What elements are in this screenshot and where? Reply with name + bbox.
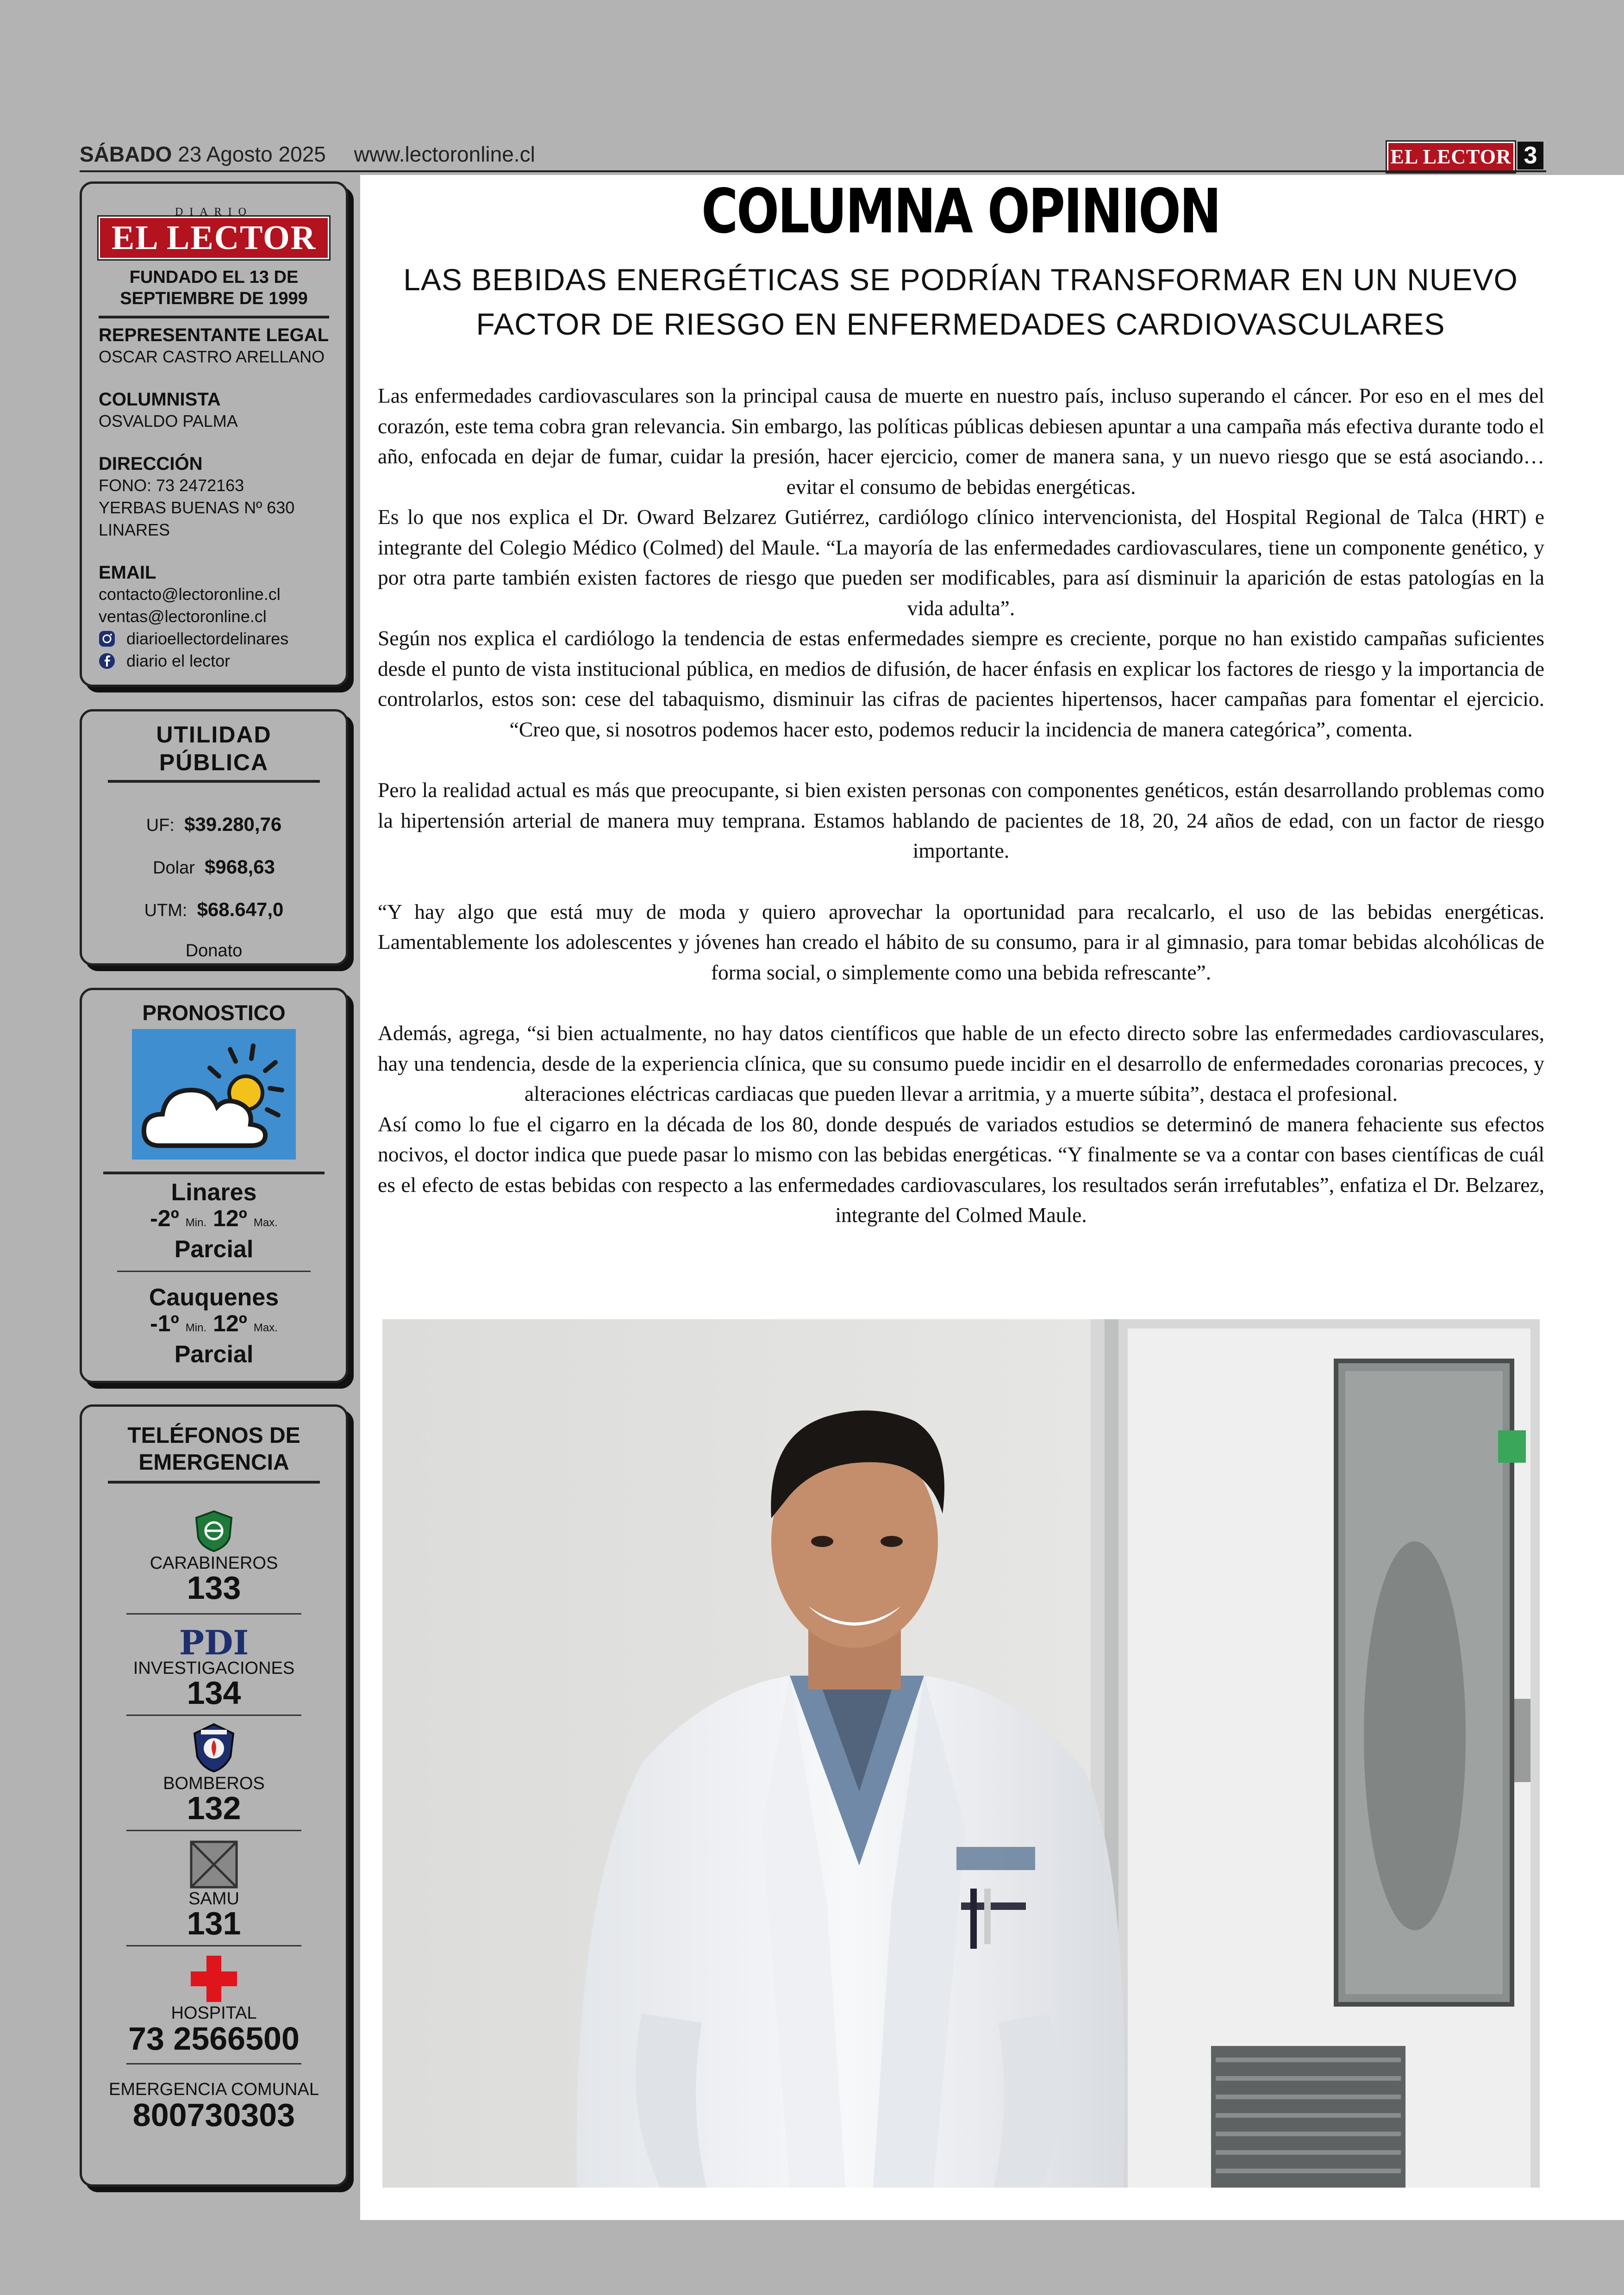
utility-title: UTILIDAD PÚBLICA bbox=[156, 722, 272, 775]
uf-value: $39.280,76 bbox=[184, 813, 282, 835]
facebook-icon bbox=[99, 653, 115, 669]
service-number[interactable]: 133 bbox=[187, 1570, 241, 1606]
service-divider bbox=[126, 1613, 301, 1615]
legal-label: REPRESENTANTE LEGAL bbox=[99, 325, 329, 345]
doctor-photo bbox=[382, 1319, 1540, 2188]
service-number[interactable]: 132 bbox=[187, 1790, 241, 1826]
utm-label: UTM: bbox=[144, 901, 187, 920]
address-section bbox=[99, 454, 329, 541]
utm-value: $68.647,0 bbox=[197, 898, 284, 920]
service-number[interactable]: 73 2566500 bbox=[128, 2021, 300, 2057]
emergency-carabineros bbox=[99, 1509, 329, 1606]
forecast-city-divider bbox=[117, 1271, 311, 1272]
email-label: EMAIL bbox=[99, 562, 156, 583]
emergency-divider bbox=[108, 1481, 320, 1484]
forecast-linares bbox=[99, 1179, 329, 1263]
service-name: EMERGENCIA COMUNAL bbox=[109, 2080, 319, 2099]
forecast-cauquenes bbox=[99, 1284, 329, 1368]
instagram-row[interactable] bbox=[99, 628, 329, 650]
emergency-pdi bbox=[99, 1623, 329, 1711]
doctor-photo-illustration bbox=[382, 1319, 1540, 2188]
uf-row bbox=[99, 813, 329, 836]
article-paragraph: Es lo que nos explica el Dr. Oward Belzarez Gutiérrez, cardiólogo clínico intervencionista, del Hospital Regional de Talca (HRT) e integrante del Colegio Médico (Colmed) del Maule. “La mayoría de las enfermedades cardiovasculares, tiene un componente genético, y por otra parte también existen factores de riesgo que pueden ser modificables, para así disminuir la aparición de estas patologías en la vida adulta”. bbox=[378, 505, 1544, 620]
dolar-row bbox=[99, 856, 329, 878]
min-label: Min. bbox=[185, 1322, 207, 1334]
article-paragraph: Además, agrega, “si bien actualmente, no hay datos científicos que hable de un efecto directo sobre las enfermedades cardiovasculares, hay una tendencia, desde de la experiencia clínica, que su consumo puede incidir en el desarrollo de enfermedades coronarias precoces, y alteraciones eléctricas cardiacas que pueden llevar a arritmia, y a muerte súbita”, destaca el profesional. bbox=[378, 1021, 1544, 1105]
temp-max: 12º bbox=[213, 1205, 247, 1231]
article-headline: LAS BEBIDAS ENERGÉTICAS SE PODRÍAN TRANSFORMAR EN UN NUEVO FACTOR DE RIESGO EN ENFERMEDADES CARDIOVASCULARES bbox=[403, 262, 1518, 341]
emergency-samu bbox=[99, 1840, 329, 1939]
service-name: INVESTIGACIONES bbox=[133, 1659, 295, 1678]
columnist-label: COLUMNISTA bbox=[99, 389, 221, 410]
dolar-value: $968,63 bbox=[205, 856, 275, 878]
forecast-box bbox=[80, 988, 348, 1383]
dolar-label: Dolar bbox=[153, 858, 195, 878]
forecast-divider bbox=[103, 1172, 325, 1174]
service-name: BOMBEROS bbox=[163, 1774, 265, 1793]
email-section bbox=[99, 562, 329, 672]
service-divider bbox=[126, 1715, 301, 1716]
service-number[interactable]: 134 bbox=[187, 1675, 241, 1711]
temp-range bbox=[99, 1206, 329, 1235]
service-divider bbox=[126, 1945, 301, 1946]
facebook-row[interactable] bbox=[99, 650, 329, 672]
service-divider bbox=[126, 1830, 301, 1831]
columnist-section bbox=[99, 389, 329, 432]
site-url[interactable]: www.lectoronline.cl bbox=[354, 142, 535, 166]
emergency-box bbox=[80, 1404, 348, 2187]
carabineros-shield-icon bbox=[193, 1509, 235, 1552]
emergency-hospital bbox=[99, 1955, 329, 2055]
service-number[interactable]: 131 bbox=[187, 1905, 241, 1941]
city-name: Cauquenes bbox=[149, 1284, 279, 1311]
instagram-handle: diarioellectordelinares bbox=[126, 629, 289, 648]
service-name: HOSPITAL bbox=[171, 2003, 257, 2023]
utility-divider bbox=[108, 780, 320, 783]
min-label: Min. bbox=[185, 1216, 207, 1229]
page-dateline bbox=[80, 142, 535, 167]
phone: FONO: 73 2472163 bbox=[99, 476, 244, 495]
pdi-logo: PDI bbox=[179, 1623, 249, 1662]
city: LINARES bbox=[99, 520, 170, 539]
header-logo: EL LECTOR bbox=[1387, 142, 1515, 172]
condition: Parcial bbox=[174, 1236, 254, 1263]
weekday: SÁBADO bbox=[80, 142, 172, 166]
service-name: SAMU bbox=[188, 1889, 239, 1908]
header-rule bbox=[80, 170, 1546, 172]
temp-range bbox=[99, 1311, 329, 1341]
city-name: Linares bbox=[171, 1179, 257, 1206]
masthead-small-label: DIARIO bbox=[175, 206, 253, 218]
address-label: DIRECCIÓN bbox=[99, 454, 203, 474]
legal-name: OSCAR CASTRO ARELLANO bbox=[99, 347, 325, 366]
masthead-divider bbox=[99, 316, 329, 318]
utm-row bbox=[99, 898, 329, 921]
emergency-title: TELÉFONOS DE EMERGENCIA bbox=[127, 1423, 300, 1475]
max-label: Max. bbox=[253, 1216, 278, 1229]
emergency-comunal bbox=[99, 2080, 329, 2131]
article-body bbox=[378, 380, 1544, 1230]
article-paragraph: Según nos explica el cardiólogo la tendencia de estas enfermedades siempre es creciente, porque no han existido campañas suficientes desde el punto de vista institucional pública, en medios de difusión, de hacer énfasis en explicar los factores de riesgo y la importancia de controlarlos, estos son: cese del tabaquismo, disminuir las cifras de pacientes hipertensos, hacer campañas para fomentar el ejercicio. “Creo que, si nosotros podemos hacer esto, podemos reducir la incidencia de manera categórica”, comenta. bbox=[378, 626, 1544, 741]
service-number[interactable]: 800730303 bbox=[132, 2097, 295, 2133]
street: YERBAS BUENAS Nº 630 bbox=[99, 498, 295, 517]
red-cross-icon bbox=[190, 1955, 238, 2003]
legal-section bbox=[99, 325, 329, 368]
date: 23 Agosto 2025 bbox=[178, 142, 326, 166]
temp-min: -2º bbox=[150, 1205, 179, 1231]
max-label: Max. bbox=[253, 1322, 278, 1334]
service-divider bbox=[126, 2063, 301, 2064]
facebook-handle: diario el lector bbox=[126, 651, 231, 670]
service-name: CARABINEROS bbox=[150, 1553, 278, 1573]
article-paragraph: “Y hay algo que está muy de moda y quiero aprovechar la oportunidad para recalcarlo, el uso de las bebidas energéticas. Lamentablemente los adolescentes y jóvenes han creado el hábito de su consumo, para ir al gimnasio, para tomar bebidas alcohólicas de forma social, o simplemente como una bebida refrescante”. bbox=[378, 899, 1544, 984]
uf-label: UF: bbox=[146, 816, 175, 835]
instagram-icon bbox=[99, 630, 115, 647]
partly-cloudy-icon bbox=[132, 1029, 296, 1160]
donato-label: Donato bbox=[185, 941, 243, 960]
utility-box bbox=[80, 709, 348, 966]
masthead-box bbox=[80, 181, 348, 687]
masthead-logo: EL LECTOR bbox=[99, 217, 329, 259]
article-paragraph: Las enfermedades cardiovasculares son la principal causa de muerte en nuestro país, incluso superando el cáncer. Por eso en el mes del corazón, este tema cobra gran relevancia. Sin embargo, las políticas públicas debiesen apuntar a una campaña más efectiva durante todo el año, enfocada en dejar de fumar, cuidar la presión, hacer ejercicio, comer de manera sana, y un nuevo riesgo que se está asociando… evitar el consumo de bebidas energéticas. bbox=[378, 384, 1544, 499]
bomberos-badge-icon bbox=[192, 1722, 236, 1773]
email-sales[interactable]: ventas@lectoronline.cl bbox=[99, 607, 267, 626]
page-number: 3 bbox=[1518, 142, 1543, 169]
condition: Parcial bbox=[174, 1341, 254, 1368]
samu-placeholder-icon bbox=[190, 1840, 238, 1889]
forecast-title: PRONOSTICO bbox=[142, 1001, 286, 1025]
temp-min: -1º bbox=[150, 1310, 179, 1336]
columnist-name: OSVALDO PALMA bbox=[99, 412, 238, 430]
founded-text: FUNDADO EL 13 DE SEPTIEMBRE DE 1999 bbox=[120, 268, 308, 308]
email-contact[interactable]: contacto@lectoronline.cl bbox=[99, 585, 281, 604]
article-paragraph: Así como lo fue el cigarro en la década de los 80, donde después de variados estudios se determinó de manera fehaciente sus efectos nocivos, el doctor indica que puede pasar lo mismo con las bebidas energéticas. “Y finalmente se va a contar con bases científicas de cuál es el efecto de estas bebidas con respecto a las enfermedades cardiovasculares, los resultados serán irrefutables”, enfatiza el Dr. Belzarez, integrante del Colmed Maule. bbox=[378, 1112, 1544, 1227]
article-paragraph: Pero la realidad actual es más que preocupante, si bien existen personas con componentes genéticos, están desarrollando problemas como la hipertensión arterial de manera muy temprana. Estamos hablando de pacientes de 18, 20, 24 años de edad, con un factor de riesgo importante. bbox=[378, 778, 1544, 862]
emergency-bomberos bbox=[99, 1722, 329, 1826]
temp-max: 12º bbox=[213, 1310, 247, 1336]
section-title: COLUMNA OPINION bbox=[701, 176, 1220, 247]
